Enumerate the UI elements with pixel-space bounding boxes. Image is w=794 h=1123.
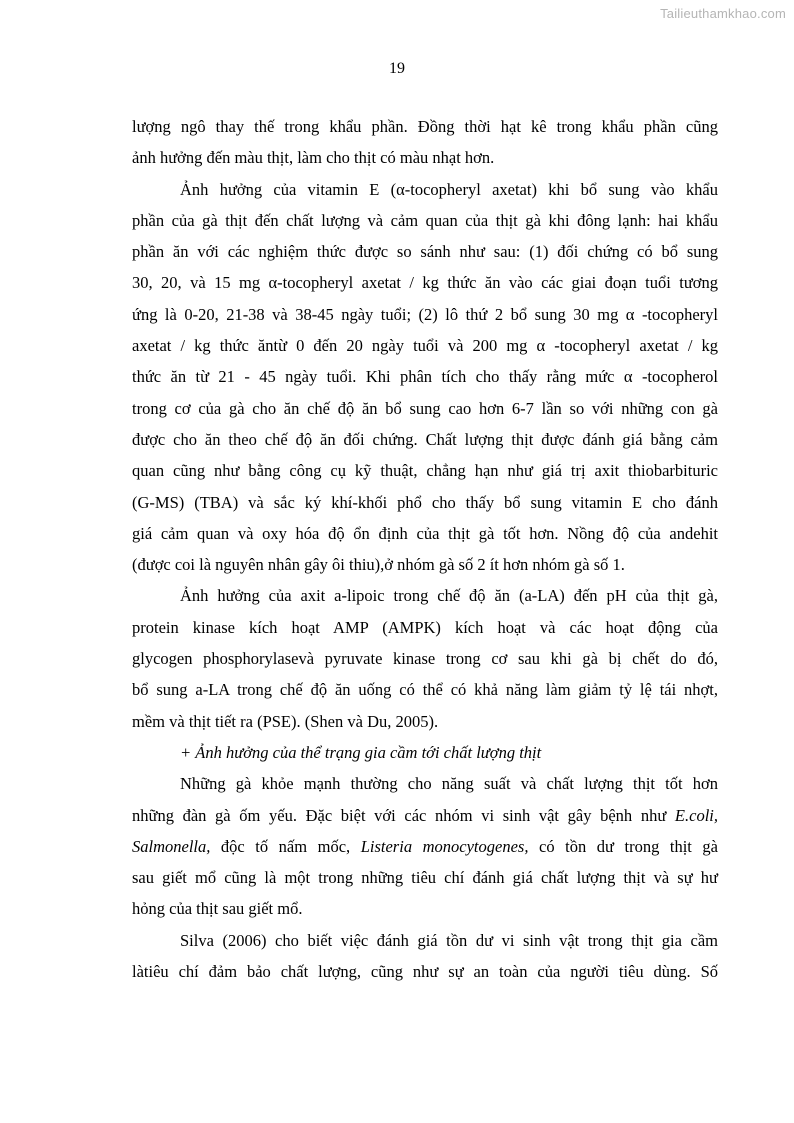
document-body [132,111,718,987]
text-line: làtiêu chí đảm bảo chất lượng, cũng như sự an toàn của người tiêu dùng. Số [132,962,718,982]
text-line: ảnh hưởng đến màu thịt, làm cho thịt có màu nhạt hơn. [132,148,495,168]
text-line: glycogen phosphorylasevà pyruvate kinase trong cơ sau khi gà bị chết do đó, [132,649,718,669]
text-line: (G-MS) (TBA) và sắc ký khí-khối phổ cho thấy bổ sung vitamin E cho đánh [132,492,718,512]
text-run-italic: Salmonella, [132,836,211,856]
section-heading: + Ảnh hưởng của thể trạng gia cầm tới chất lượng thịt [180,742,542,762]
text-run-italic: Listeria monocytogenes, [360,836,529,856]
text-line: mềm và thịt tiết ra (PSE). (Shen và Du, 2005). [132,711,439,731]
text-line: phần ăn với các nghiệm thức được so sánh như sau: (1) đối chứng có bổ sung [132,242,718,262]
text-run: độc tố nấm mốc, [210,836,361,856]
page-number: 19 [389,60,405,77]
text-line: quan cũng như bằng công cụ kỹ thuật, chẳng hạn như giá trị axit thiobarbituric [132,461,718,481]
text-line: Silva (2006) cho biết việc đánh giá tồn dư vi sinh vật trong thịt gia cầm [180,930,718,950]
text-run: có tồn dư trong thịt gà [528,836,718,856]
text-line: phần của gà thịt đến chất lượng và cảm quan của thịt gà khi đông lạnh: hai khẩu [132,210,718,230]
text-line [132,800,718,831]
text-line: (được coi là nguyên nhân gây ôi thiu),ở nhóm gà số 2 ít hơn nhóm gà số 1. [132,555,625,575]
text-run: những đàn gà ốm yếu. Đặc biệt với các nhóm vi sinh vật gây bệnh như [132,805,675,825]
text-line: hỏng của thịt sau giết mổ. [132,899,303,919]
text-line: sau giết mổ cũng là một trong những tiêu chí đánh giá chất lượng thịt và sự hư [132,868,718,888]
text-line: bổ sung a-LA trong chế độ ăn uống có thể có khả năng làm giảm tỷ lệ tái nhợt, [132,680,718,700]
text-line: axetat / kg thức ăntừ 0 đến 20 ngày tuổi và 200 mg α -tocopheryl axetat / kg [132,336,718,356]
text-line: trong cơ của gà cho ăn chế độ ăn bổ sung cao hơn 6-7 lần so với những con gà [132,398,718,418]
watermark: Tailieuthamkhao.com [660,6,786,21]
text-line: Những gà khỏe mạnh thường cho năng suất và chất lượng thịt tốt hơn [180,774,718,794]
text-line: 30, 20, và 15 mg α-tocopheryl axetat / kg thức ăn vào các giai đoạn tuổi tương [132,273,718,293]
text-line: giá cảm quan và oxy hóa độ ổn định của thịt gà tốt hơn. Nồng độ của andehit [132,523,718,543]
text-line: lượng ngô thay thế trong khẩu phần. Đồng thời hạt kê trong khẩu phần cũng [132,117,718,136]
text-run-italic: E.coli, [674,805,718,825]
text-line: Ảnh hưởng của vitamin E (α-tocopheryl axetat) khi bổ sung vào khẩu [180,179,718,199]
text-line: ứng là 0-20, 21-38 và 38-45 ngày tuổi; (2) lô thứ 2 bổ sung 30 mg α -tocopheryl [132,304,718,324]
text-line: thức ăn từ 21 - 45 ngày tuổi. Khi phân tích cho thấy rằng mức α -tocopherol [132,367,718,387]
text-line: protein kinase kích hoạt AMP (AMPK) kích hoạt và các hoạt động của [132,617,718,637]
text-line: Ảnh hưởng của axit a-lipoic trong chế độ ăn (a-LA) đến pH của thịt gà, [180,586,718,606]
text-line [132,831,718,862]
text-line: được cho ăn theo chế độ ăn đối chứng. Chất lượng thịt được đánh giá bằng cảm [132,429,718,449]
